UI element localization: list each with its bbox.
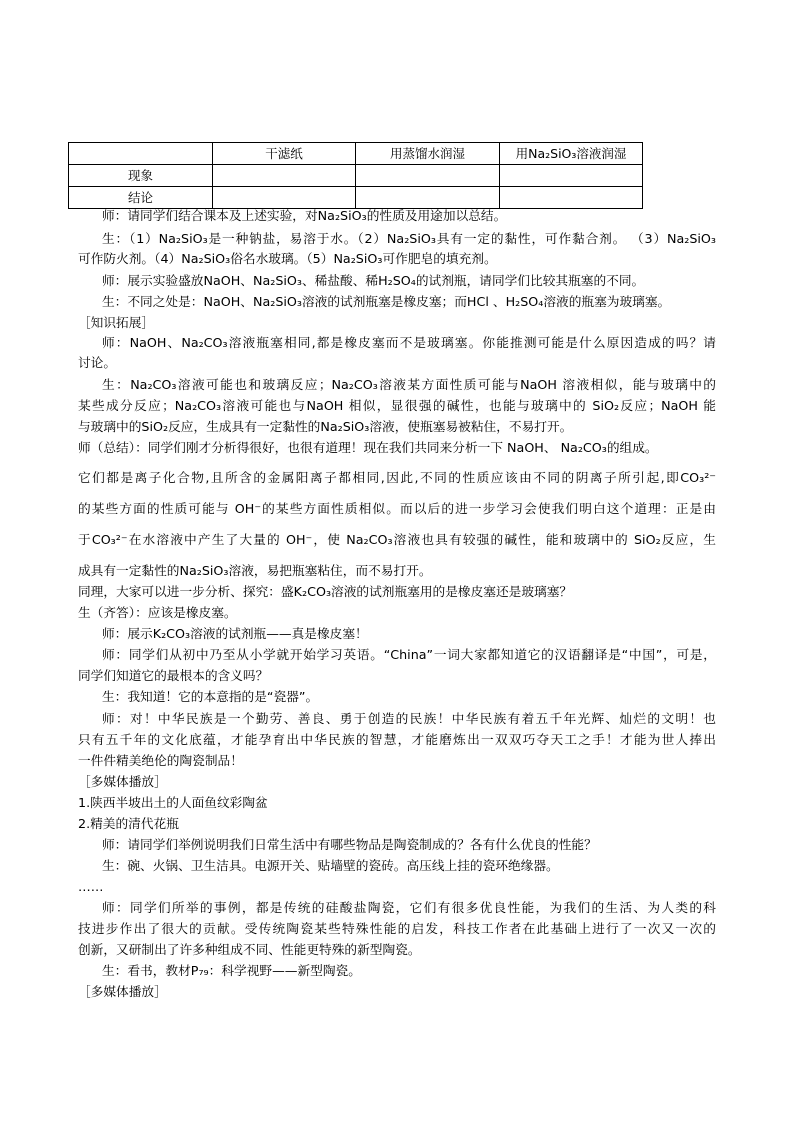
text-line: 师：同学们所举的事例，都是传统的硅酸盐陶瓷，它们有很多优良性能，为我们的生活、为人类的科 xyxy=(102,900,716,915)
table-header-row xyxy=(69,143,643,165)
list-item: 2.精美的清代花瓶 xyxy=(78,816,179,831)
list-item: 1.陕西半坡出土的人面鱼纹彩陶盆 xyxy=(78,795,268,810)
table-header-cell: 干滤纸 xyxy=(213,143,356,165)
section-heading: ［知识拓展］ xyxy=(78,315,155,330)
text-line: 技进步作出了很大的贡献。受传统陶瓷某些特殊性能的启发，科技工作者在此基础上进行了一次又一次的 xyxy=(78,921,716,936)
text-line: 师（总结）：同学们刚才分析得很好，也很有道理！现在我们共同来分析一下 NaOH、 Na₂CO₃的组成。 xyxy=(78,440,658,455)
text-line: 可作防火剂。（4）Na₂SiO₃俗名水玻璃。（5）Na₂SiO₃可作肥皂的填充剂。 xyxy=(78,251,497,266)
text-line: 生（齐答）：应该是橡皮塞。 xyxy=(78,605,237,620)
text-line: 师：对！中华民族是一个勤劳、善良、勇于创造的民族！中华民族有着五千年光辉、灿烂的文明！也 xyxy=(102,711,716,726)
text-line: 同理，大家可以进一步分析、探究：盛K₂CO₃溶液的试剂瓶塞用的是橡皮塞还是玻璃塞？ xyxy=(78,584,573,599)
text-line: 某些成分反应；Na₂CO₃溶液可能也与NaOH 相似，显很强的碱性，也能与玻璃中的 SiO₂反应；NaOH 能 xyxy=(78,398,716,413)
text-line: 的某些方面的性质可能与 OH⁻的某些方面性质相似。而以后的进一步学习会使我们明白这个道理：正是由 xyxy=(78,501,716,516)
text-line: 生：碗、火锅、卫生洁具。电源开关、贴墙壁的瓷砖。高压线上挂的瓷环绝缘器。 xyxy=(102,858,559,873)
text-line: 生：看书，教材P₇₉：科学视野——新型陶瓷。 xyxy=(102,963,361,978)
table-cell xyxy=(356,165,500,187)
text-line: 一件件精美绝伦的陶瓷制品！ xyxy=(78,753,243,768)
experiment-table xyxy=(68,142,643,209)
text-line: 它们都是离子化合物,且所含的金属阳离子都相同,因此,不同的性质应该由不同的阴离子所引起,即CO₃²⁻ xyxy=(78,470,716,485)
text-line: 创新，又研制出了许多种组成不同、性能更特殊的新型陶瓷。 xyxy=(78,942,421,957)
table-cell xyxy=(500,187,643,209)
ellipsis-line: …… xyxy=(78,879,104,894)
section-heading: ［多媒体播放］ xyxy=(78,774,167,789)
text-line: 生：我知道！它的本意指的是“瓷器”。 xyxy=(102,689,319,704)
text-line: 生：不同之处是：NaOH、Na₂SiO₃溶液的试剂瓶塞是橡皮塞；而HCl 、H₂SO₄溶液的瓶塞为玻璃塞。 xyxy=(102,294,671,309)
text-line: 生：（1）Na₂SiO₃是一种钠盐，易溶于水。（2）Na₂SiO₃具有一定的黏性，可作黏合剂。 （3）Na₂SiO₃ xyxy=(102,231,716,246)
text-line: 师：展示实验盛放NaOH、Na₂SiO₃、稀盐酸、稀H₂SO₄的试剂瓶，请同学们比较其瓶塞的不同。 xyxy=(102,273,645,288)
table-header-cell: 用蒸馏水润湿 xyxy=(356,143,500,165)
text-line: 同学们知道它的最根本的含义吗？ xyxy=(78,668,269,683)
text-line: 师：NaOH、Na₂CO₃溶液瓶塞相同,都是橡皮塞而不是玻璃塞。你能推测可能是什么原因造成的吗？请 xyxy=(102,335,716,350)
table-cell xyxy=(213,187,356,209)
table-header-cell: 用Na₂SiO₃溶液润湿 xyxy=(500,143,643,165)
text-line: 师：请同学们举例说明我们日常生活中有哪些物品是陶瓷制成的？各有什么优良的性能？ xyxy=(102,837,597,852)
text-line: 与玻璃中的SiO₂反应，生成具有一定黏性的Na₂SiO₃溶液，使瓶塞易被粘住，不易打开。 xyxy=(78,419,573,434)
text-line: 成具有一定黏性的Na₂SiO₃溶液，易把瓶塞粘住，而不易打开。 xyxy=(78,563,432,578)
text-line: 师：请同学们结合课本及上述实验，对Na₂SiO₃的性质及用途加以总结。 xyxy=(102,208,507,223)
text-line: 师：展示K₂CO₃溶液的试剂瓶——真是橡皮塞！ xyxy=(102,626,368,641)
text-line: 讨论。 xyxy=(78,355,117,370)
table-row xyxy=(69,187,643,209)
section-heading: ［多媒体播放］ xyxy=(78,984,167,999)
text-line: 只有五千年的文化底蕴，才能孕育出中华民族的智慧，才能磨炼出一双双巧夺天工之手！才能为世人捧出 xyxy=(78,732,716,747)
table-cell xyxy=(500,165,643,187)
table-cell: 现象 xyxy=(69,165,213,187)
table-cell: 结论 xyxy=(69,187,213,209)
text-line: 师：同学们从初中乃至从小学就开始学习英语。“China”一词大家都知道它的汉语翻译是“中国”，可是， xyxy=(102,647,716,662)
text-line: 生：Na₂CO₃溶液可能也和玻璃反应；Na₂CO₃溶液某方面性质可能与NaOH 溶液相似，能与玻璃中的 xyxy=(102,377,716,392)
table-cell xyxy=(356,187,500,209)
table-header-cell xyxy=(69,143,213,165)
table-cell xyxy=(213,165,356,187)
table-row xyxy=(69,165,643,187)
text-line: 于CO₃²⁻在水溶液中产生了大量的 OH⁻，使 Na₂CO₃溶液也具有较强的碱性，能和玻璃中的 SiO₂反应，生 xyxy=(78,532,716,547)
